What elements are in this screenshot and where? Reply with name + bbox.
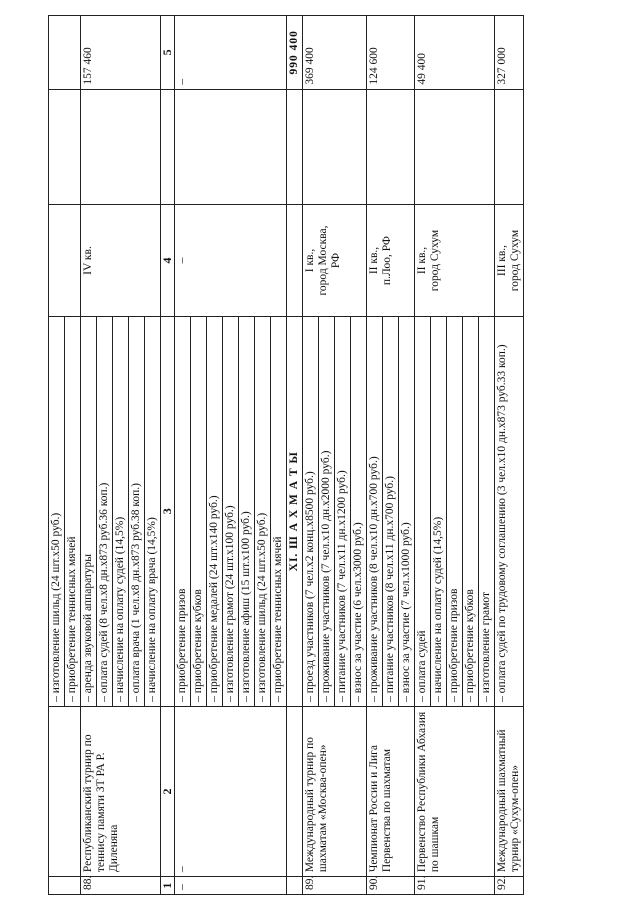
item-text: – оплата судей (8 чел.x8 дн.x873 руб.36 коп.)	[97, 316, 113, 706]
event-name: Республиканский турнир по теннису памяти ЗТ РА Р. Диленяна	[81, 706, 161, 876]
item-text: – оплата судей по трудовому соглашению (3 чел.x10 дн.x873 руб.33 коп.)	[495, 316, 524, 706]
period: IV кв.	[81, 205, 161, 316]
section-total: 990 400	[287, 16, 303, 90]
item-text: – изготовление афиш (15 шт.x100 руб.)	[239, 316, 255, 706]
period: –	[175, 205, 287, 316]
period: III кв., город Сухум	[495, 205, 524, 316]
table-row	[415, 16, 431, 895]
item-text: – взнос за участие (7 чел.x1000 руб.)	[399, 316, 415, 706]
sum: 49 400	[415, 16, 495, 90]
table-row	[495, 16, 524, 895]
row-number: 90.	[367, 877, 415, 895]
column-number: 1	[161, 877, 175, 895]
sum: 157 460	[81, 16, 161, 90]
item-text: – начисление на оплату судей (14,5%)	[431, 316, 447, 706]
column-number: 4	[161, 205, 175, 316]
row-number: 92.	[495, 877, 524, 895]
item-text: – приобретение призов	[447, 316, 463, 706]
section-row	[287, 16, 303, 895]
table-row	[81, 16, 97, 895]
item-text: – начисление на оплату судей (14,5%)	[113, 316, 129, 706]
column-number: 2	[161, 706, 175, 876]
item-text: – приобретение теннисных мячей	[65, 316, 81, 706]
item-text: – оплата врача (1 чел.x8 дн.x873 руб.38 коп.)	[129, 316, 145, 706]
sum: 369 400	[303, 16, 367, 90]
sum: 124 600	[367, 16, 415, 90]
period: I кв., город Москва, РФ	[303, 205, 367, 316]
event-name: Международный турнир по шахматам «Москва-опен»	[303, 706, 367, 876]
event-name: –	[175, 706, 287, 876]
row-number: 89.	[303, 877, 367, 895]
item-text: – изготовление шильд (24 шт.x50 руб.)	[49, 316, 65, 706]
item-text: – питание участников (7 чел.x11 дн.x1200 руб.)	[335, 316, 351, 706]
column-number-row	[161, 16, 175, 895]
table-row	[303, 16, 319, 895]
item-text: – приобретение теннисных мячей	[271, 316, 287, 706]
event-name: Первенство Республики Абхазия по шашкам	[415, 706, 495, 876]
item-text: – проезд участников (7 чел.x2 конц.x8500 руб.)	[303, 316, 319, 706]
item-text: – оплата судей	[415, 316, 431, 706]
item-text: – проживание участников (7 чел.x10 дн.x2000 руб.)	[319, 316, 335, 706]
row-number: 91.	[415, 877, 495, 895]
item-text: – приобретение кубков	[463, 316, 479, 706]
item-text: – аренда звуковой аппаратуры	[81, 316, 97, 706]
row-number: 88.	[81, 877, 161, 895]
item-text: – начисление на оплату врача (14,5%)	[145, 316, 161, 706]
column-number: 5	[161, 16, 175, 90]
table-row	[175, 16, 191, 895]
period: II кв., п.Лоо, РФ	[367, 205, 415, 316]
item-text: – питание участников (8 чел.x11 дн.x700 руб.)	[383, 316, 399, 706]
item-text: – изготовление шильд (24 шт.x50 руб.)	[255, 316, 271, 706]
period: II кв., город Сухум	[415, 205, 495, 316]
item-text: – приобретение призов	[175, 316, 191, 706]
sum: –	[175, 16, 287, 90]
event-name: Чемпионат России и Лига Первенства по шахматам	[367, 706, 415, 876]
item-text: – изготовление грамот	[479, 316, 495, 706]
budget-table	[48, 15, 524, 895]
event-name: Международный шахматный турнир «Сухум-опен»	[495, 706, 524, 876]
item-text: – взнос за участие (6 чел.x3000 руб.)	[351, 316, 367, 706]
sum: 327 000	[495, 16, 524, 90]
row-number: –	[175, 877, 287, 895]
item-text: – проживание участников (8 чел.x10 дн.x700 руб.)	[367, 316, 383, 706]
item-text: – приобретение медалей (24 шт.x140 руб.)	[207, 316, 223, 706]
item-text: – изготовление грамот (24 шт.x100 руб.)	[223, 316, 239, 706]
table-row	[367, 16, 383, 895]
section-title: XI. Ш А Х М А Т Ы	[287, 316, 303, 706]
table-row	[49, 16, 65, 895]
item-text: – приобретение кубков	[191, 316, 207, 706]
column-number: 3	[161, 316, 175, 706]
